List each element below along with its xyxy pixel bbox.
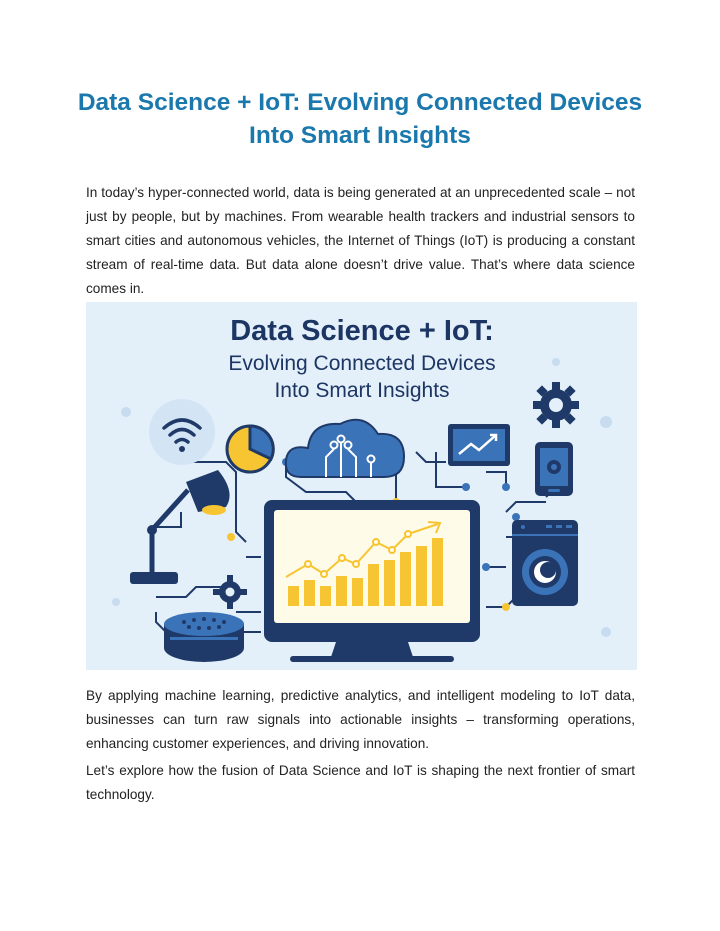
hero-heading-2: Evolving Connected Devices (228, 352, 496, 375)
gear-icon (533, 382, 579, 428)
monitor-icon (264, 500, 480, 662)
hero-illustration (86, 302, 637, 670)
hero-heading-3: Into Smart Insights (274, 379, 450, 402)
wifi-icon (149, 399, 215, 465)
smartphone-icon (535, 442, 573, 496)
body-paragraph-1: By applying machine learning, predictive analytics, and intelligent modeling to IoT data, businesses can turn raw signals into actionable insights – transforming operations, enhancing customer experiences, and driving innovation. (86, 688, 635, 751)
intro-paragraph: In today’s hyper-connected world, data is being generated at an unprecedented scale – not just by people, but by machines. From wearable health trackers and industrial sensors to smart cities and autonomous vehicles, the Internet of Things (IoT) is producing a constant stream of real-time data. But data alone doesn’t drive value. That’s where data science comes in. (86, 185, 635, 296)
line-chart-icon (448, 424, 510, 466)
title-line-1: Data Science + IoT: Evolving Connected Devices (77, 89, 643, 116)
pie-chart-icon (227, 426, 273, 472)
title-line-2: Into Smart Insights (249, 122, 471, 149)
hero-heading-1: Data Science + IoT: (230, 315, 494, 347)
page-title (60, 86, 660, 152)
body-paragraph-2: Let’s explore how the fusion of Data Science and IoT is shaping the next frontier of smart technology. (86, 763, 635, 802)
washing-machine-icon (512, 520, 578, 606)
smart-speaker-icon (164, 612, 244, 662)
